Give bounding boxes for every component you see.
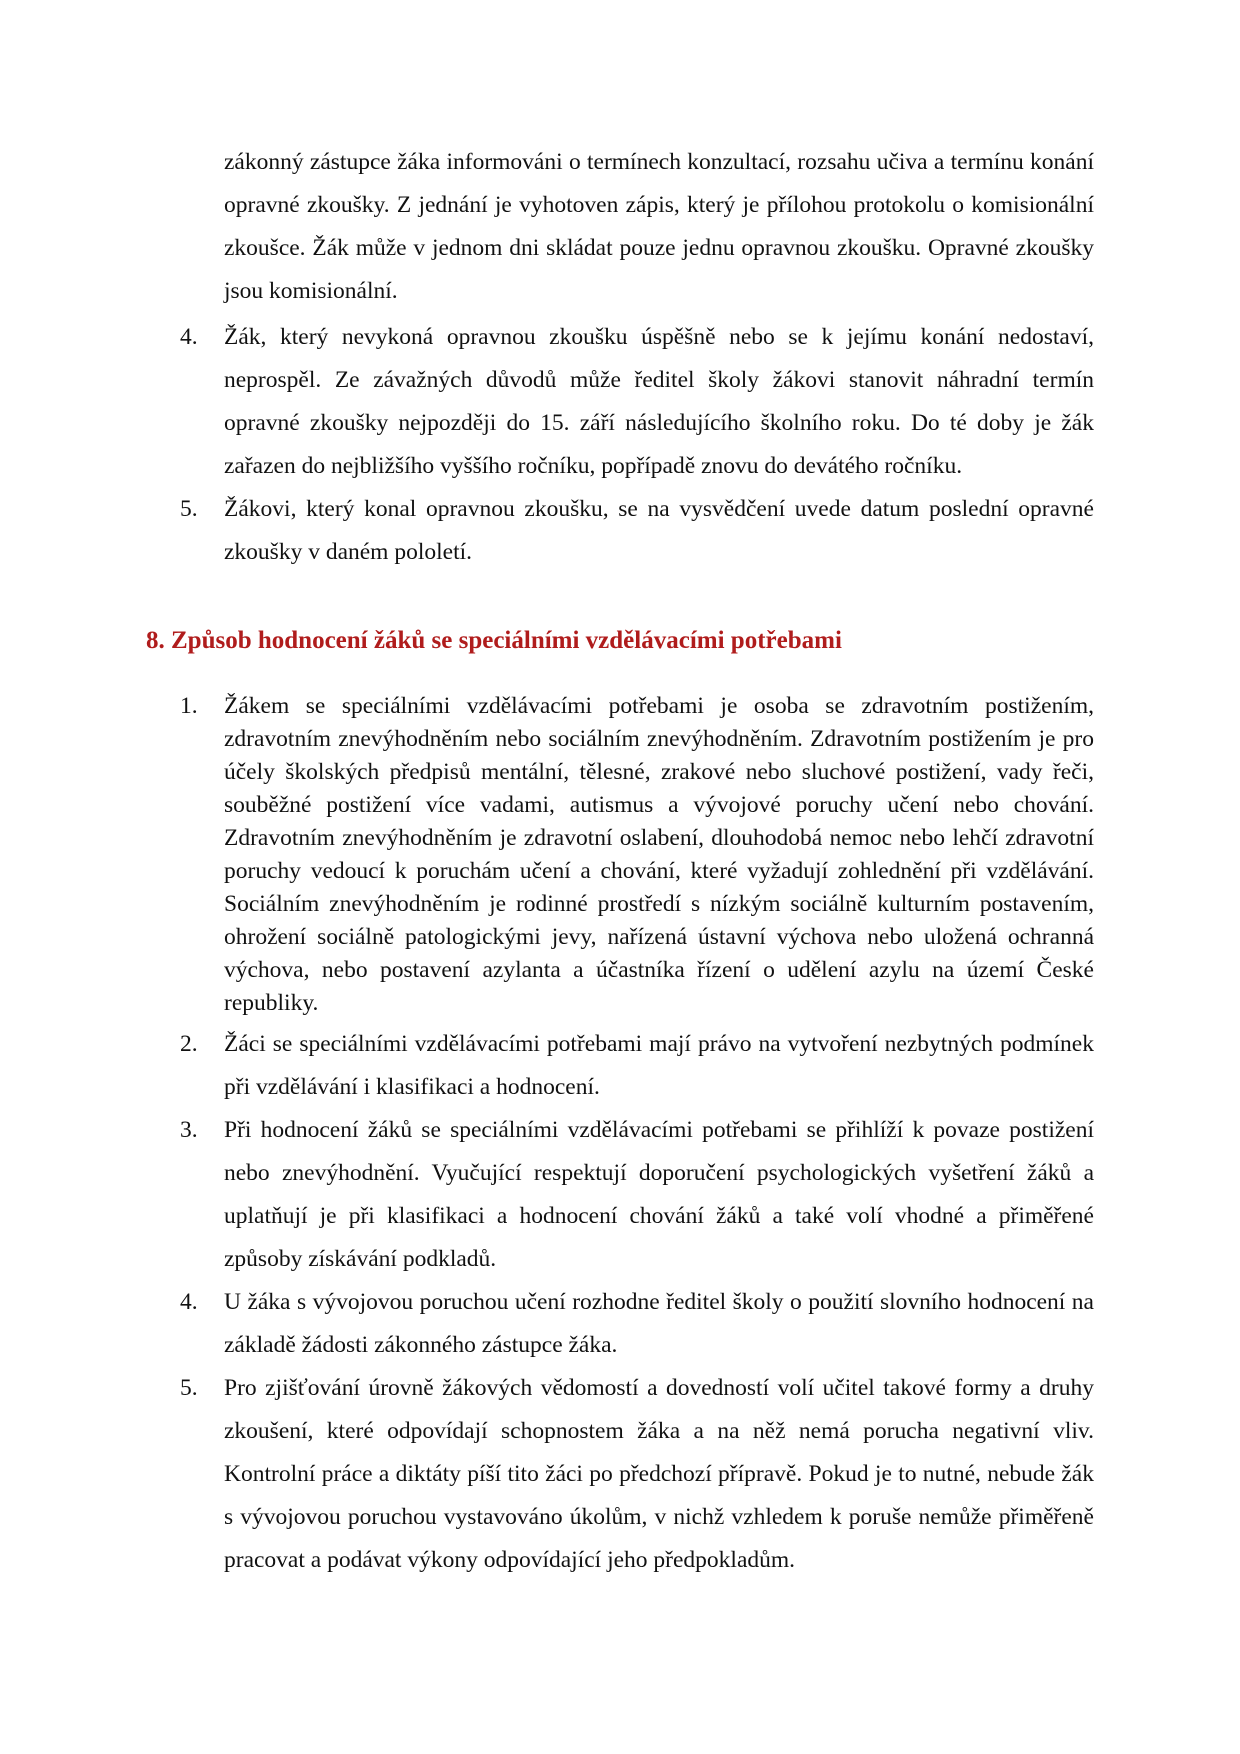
list-item-number: 4. <box>180 324 198 350</box>
list-item-text: Žák, který nevykoná opravnou zkoušku úspěšně nebo se k jejímu konání nedostaví, neprospěl. Ze závažných důvodů může ředitel školy žákovi stanovit náhradní termín opravné zkoušky nejpozději do 15. září následujícího školního roku. Do té doby je žák zařazen do nejbližšího vyššího ročníku, popřípadě znovu do devátého ročníku. <box>224 324 1094 479</box>
list-item-text: Žákem se speciálními vzdělávacími potřebami je osoba se zdravotním postižením, zdravotním znevýhodněním nebo sociálním znevýhodněním. Zdravotním postižením je pro účely školských předpisů mentální, tělesné, zrakové nebo sluchové postižení, vady řeči, souběžné postižení více vadami, autismus a vývojové poruchy učení nebo chování. Zdravotním znevýhodněním je zdravotní oslabení, dlouhodobá nemoc nebo lehčí zdravotní poruchy vedoucí k poruchám učení a chování, které vyžadují zohlednění při vzdělávání. Sociálním znevýhodněním je rodinné prostředí s nízkým sociálně kulturním postavením, ohrožení sociálně patologickými jevy, nařízená ústavní výchova nebo uložená ochranná výchova, nebo postavení azylanta a účastníka řízení o udělení azylu na území České republiky. <box>224 693 1094 1016</box>
list-item-text: U žáka s vývojovou poruchou učení rozhodne ředitel školy o použití slovního hodnocení na základě žádosti zákonného zástupce žáka. <box>224 1289 1094 1358</box>
continuation-paragraph: zákonný zástupce žáka informováni o termínech konzultací, rozsahu učiva a termínu konání opravné zkoušky. Z jednání je vyhotoven zápis, který je přílohou protokolu o komisionální zkoušce. Žák může v jednom dni skládat pouze jednu opravnou zkoušku. Opravné zkoušky jsou komisionální. <box>224 149 1094 304</box>
list-item-number: 5. <box>180 496 198 522</box>
list-item-text: Při hodnocení žáků se speciálními vzdělávacími potřebami se přihlíží k povaze postižení nebo znevýhodnění. Vyučující respektují doporučení psychologických vyšetření žáků a uplatňují je při klasifikaci a hodnocení chování žáků a také volí vhodné a přiměřené způsoby získávání podkladů. <box>224 1117 1094 1272</box>
list-item-number: 4. <box>180 1289 198 1315</box>
list-item-text: Pro zjišťování úrovně žákových vědomostí a dovedností volí učitel takové formy a druhy zkoušení, které odpovídají schopnostem žáka a na něž nemá porucha negativní vliv. Kontrolní práce a diktáty píší tito žáci po předchozí přípravě. Pokud je to nutné, nebude žák s vývojovou poruchou vystavováno úkolům, v nichž vzhledem k poruše nemůže přiměřeně pracovat a podávat výkony odpovídající jeho předpokladům. <box>224 1375 1094 1573</box>
list-item-number: 2. <box>180 1031 198 1057</box>
list-item-number: 5. <box>180 1375 198 1401</box>
section-heading: 8. Způsob hodnocení žáků se speciálními vzdělávacími potřebami <box>146 627 842 654</box>
list-item-number: 1. <box>180 693 198 719</box>
list-item-text: Žáci se speciálními vzdělávacími potřebami mají právo na vytvoření nezbytných podmínek při vzdělávání i klasifikaci a hodnocení. <box>224 1031 1094 1100</box>
list-item-text: Žákovi, který konal opravnou zkoušku, se na vysvědčení uvede datum poslední opravné zkoušky v daném pololetí. <box>224 496 1094 565</box>
list-item-number: 3. <box>180 1117 198 1143</box>
